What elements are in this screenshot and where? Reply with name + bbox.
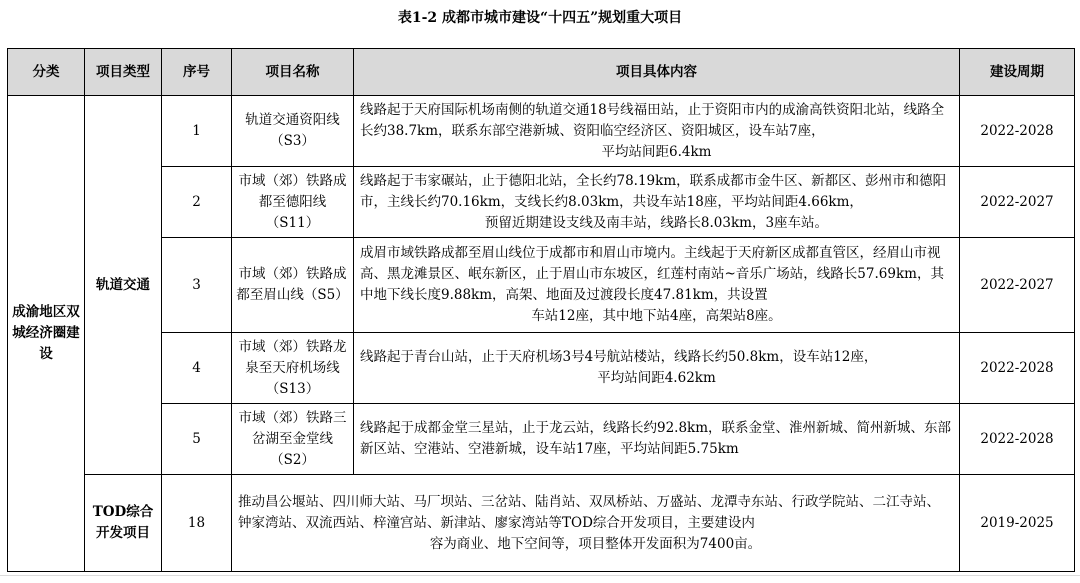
period-cell: 2022-2027 [960, 238, 1075, 333]
content-cell [354, 404, 960, 475]
content-tail: 预留近期建设支线及南丰站，线路长8.03km，3座车站。 [484, 214, 829, 231]
content-text: 推动昌公堰站、四川师大站、马厂坝站、三岔站、陆肖站、双凤桥站、万盛站、龙潭寺东站、行政学院站、二江寺站、钟家湾站、双流西站、梓潼宫站、新津站、廖家湾站等TOD综合开发项目，主要建设内 [238, 493, 940, 531]
name-cell: 轨道交通资阳线（S3） [232, 96, 354, 167]
content-text: 线路起于天府国际机场南侧的轨道交通18号线福田站，止于资阳市内的成渝高铁资阳北站，线路全长约38.7km，联系东部空港新城、资阳临空经济区、资阳城区，设车站7座， [360, 101, 945, 139]
table-row [8, 167, 1075, 238]
project-type-cell: 轨道交通 [85, 96, 162, 475]
table-row [8, 404, 1075, 475]
header-project-type: 项目类型 [85, 49, 162, 96]
table-row [8, 238, 1075, 333]
content-cell [354, 96, 960, 167]
seq-cell: 2 [162, 167, 232, 238]
seq-cell: 3 [162, 238, 232, 333]
header-name: 项目名称 [232, 49, 354, 96]
content-text: 线路起于成都金堂三星站，止于龙云站，线路长约92.8km，联系金堂、淮州新城、简州新城、东部新区站、空港站、空港新城，设车站17座，平均站间距5.75km [360, 420, 952, 457]
project-type-cell: TOD综合开发项目 [85, 475, 162, 572]
header-category: 分类 [8, 49, 85, 96]
content-cell [354, 238, 960, 333]
table-row [8, 96, 1075, 167]
content-tail: 平均站间距6.4km [601, 143, 712, 160]
content-text: 线路起于韦家碾站，止于德阳北站，全长约78.19km，联系成都市金牛区、新都区、彭州市和德阳市，主线长约70.16km，支线长约8.03km，共设车站18座，平均站间距4.66km， [360, 172, 947, 210]
seq-cell: 1 [162, 96, 232, 167]
page-divider [0, 575, 1080, 576]
seq-cell: 18 [162, 475, 232, 572]
content-text: 线路起于青台山站，止于天府机场3号4号航站楼站，线路长约50.8km，设车站12座， [360, 349, 878, 365]
name-cell: 市域（郊）铁路成都至眉山线（S5） [232, 238, 354, 333]
content-tail: 平均站间距4.62km [597, 370, 716, 386]
content-text: 成眉市域铁路成都至眉山线位于成都市和眉山市境内。主线起于天府新区成都直管区，经眉山市视高、黑龙滩景区、岷东新区，止于眉山市东坡区，红莲村南站~音乐广场站，线路长57.69km，其中地下线长度9.88km，高架、地面及过渡段长度47.81km，共设置 [360, 245, 944, 303]
content-cell [354, 333, 960, 404]
period-cell: 2022-2028 [960, 404, 1075, 475]
period-cell: 2022-2028 [960, 96, 1075, 167]
header-row [8, 49, 1075, 96]
header-seq: 序号 [162, 49, 232, 96]
period-cell: 2022-2028 [960, 333, 1075, 404]
seq-cell: 4 [162, 333, 232, 404]
name-cell: 市域（郊）铁路成都至德阳线（S11） [232, 167, 354, 238]
content-tail: 容为商业、地下空间等，项目整体开发面积为7400亩。 [429, 535, 762, 552]
seq-cell: 5 [162, 404, 232, 475]
header-content: 项目具体内容 [354, 49, 960, 96]
name-cell: 市域（郊）铁路龙泉至天府机场线（S13） [232, 333, 354, 404]
table-row [8, 475, 1075, 572]
content-tail: 车站12座，其中地下站4座，高架站8座。 [531, 308, 782, 324]
table-row [8, 333, 1075, 404]
header-period: 建设周期 [960, 49, 1075, 96]
period-cell: 2019-2025 [960, 475, 1075, 572]
category-cell: 成渝地区双城经济圈建设 [8, 96, 85, 572]
content-cell [354, 167, 960, 238]
projects-table [7, 48, 1075, 572]
table-title: 表1-2 成都市城市建设“十四五”规划重大项目 [397, 10, 683, 26]
name-cell: 市域（郊）铁路三岔湖至金堂线（S2） [232, 404, 354, 475]
period-cell: 2022-2027 [960, 167, 1075, 238]
content-cell [232, 475, 960, 572]
